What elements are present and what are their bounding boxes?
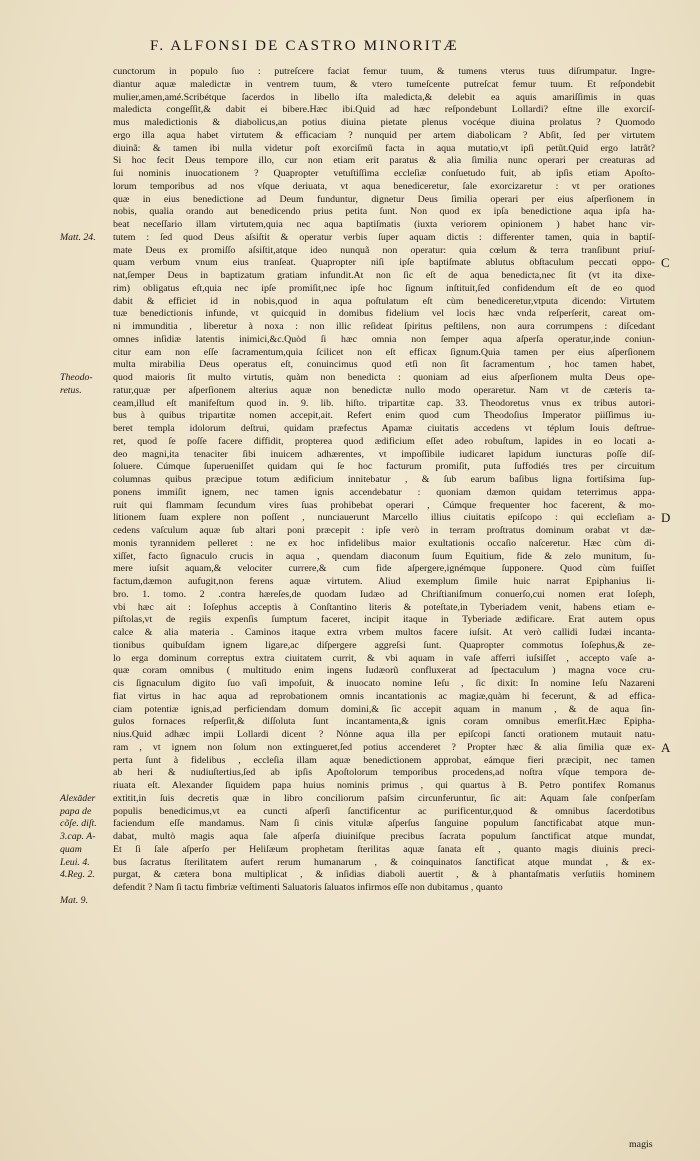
margin-note-line: papa de	[60, 805, 92, 817]
text-line: populis benedicimus,vt ea cuncti aſperſi ſanctificentur ac purificentur,quod & omnibus ſacerdotibus	[113, 805, 655, 817]
section-letter: C	[661, 255, 670, 271]
text-line: extitit,in ſuis decretis quæ in libro conciliorum paſsim circunferuntur, ſic ait: Aquam ſale conſperſam	[113, 792, 655, 804]
margin-note-line: quam	[60, 843, 82, 855]
margin-note-line: Alexāder	[60, 792, 96, 804]
text-line: bus à quibus tripartitæ nomen accepit,ait. Refert enim quod cum Theodoſius Imperator piiſſimus iu-	[113, 410, 655, 422]
text-line: quæ in eius benedictione ad Deum funduntur, dignetur Deus ſimilia operari per eius aſperſionem in	[113, 193, 655, 205]
text-line: ceam,illud eſt manifeſtum quod in. 9. lib. hiſto. tripartitæ cap. 33. Theodoretus vnus ex tribus autori-	[113, 397, 655, 409]
text-line: fiat virtus in hac aqua ad reprobationem omnis incantationis ac magiæ,quàm hi fecerunt, & ad effica-	[113, 690, 655, 702]
text-line: diantur aquæ maledictæ in ventrem tuum, & vtero tumeſcente putreſcat femur tuum. Et reſpondebit	[113, 78, 655, 90]
text-line: quam verbum vnum eius tranſeat. Quapropter niſi ipſe baptiſmate ablutus obſtaculum peccati oppo-	[113, 257, 655, 269]
text-line: ponens immiſit ignem, nec tamen ignis accendebatur : quoniam dæmon quidam teterrimus appa-	[113, 486, 655, 498]
text-line: citur eam non eſſe ſacramentum,quia ſcilicet non eſt efficax ſignum.Quia tamen per eius aſperſionem	[113, 346, 655, 358]
text-line: faciendum eſſe mandamus. Nam ſi cinis vitulæ aſperſus ſanguine populum ſanctificabat atque mun-	[113, 818, 655, 830]
text-line: Et ſi ſale aſperſo per Heliſæum prophetam ſterilitas aquæ ſanata eſt , quanto magis diuinis preci-	[113, 843, 655, 855]
text-line: ab heri & nudiuſtertius,ſed ab ipſis Apoſtolorum temporibus procedens,ad noſtra vſque tempora de-	[113, 767, 655, 779]
text-line: mulier,amen,amé.Scribétque ſacerdos in libello iſta maledicta,& delebit ea aquis amariſſimis in quas	[113, 91, 655, 103]
text-line: bus ſacratus ſterilitatem aufert rerum humanarum , & coinquinatos ſanctificat atque mundat , & ex-	[113, 856, 655, 868]
margin-note	[60, 793, 114, 857]
section-letter: A	[661, 739, 671, 755]
text-line: calce & alia materia . Caminos itaque extra vrbem multos facere iuſsit. At verò callidi Iudæi incanta-	[113, 627, 655, 638]
text-line: gulos fornaces reſperſit,& diſſoluta ſunt incantamenta,& ignis coram omnibus emerſit.Hæc Epipha-	[113, 716, 655, 728]
text-line: mere iuſsit aquam,& velociter currere,& cum fide aſpergere,ignémque ſupponere. Quod cùm fuiſſet	[113, 563, 655, 575]
text-line: lorum temporibus ad nos vſque deriuata, vt aqua benediceretur, ſale exorcizaretur : vt per orationes	[113, 180, 655, 192]
margin-note-line: Mat. 9.	[60, 894, 89, 906]
text-line: xiſſet, facto ſignaculo crucis in aqua , quendam diaconum ſuum Equitium, fide & zelo munitum, ſu-	[113, 550, 655, 562]
text-line: bro. 1. tomo. 2 .contra hæreſes,de quodam Iudæo ad Chriſtianiſmum conuerſo,cui nomen erat Ioſeph,	[113, 588, 655, 600]
text-line: factum,dæmon aufugit,non ferens aquæ virtutem. Aliud exemplum ſimile huic narrat Epiphanius li-	[113, 576, 655, 587]
margin-note	[60, 232, 114, 245]
margin-note-line: 3.cap. A-	[60, 831, 96, 842]
running-head: F. ALFONSI DE CASTRO MINORITÆ	[150, 38, 459, 54]
text-line: cis ſignaculum digito ſuo vaſi impoſuit, & inuocato nomine Ieſu , ſic dixit: In nomine Ieſu Nazareni	[113, 678, 655, 689]
text-line: deo magni,ita tenaciter ſibi inuicem adhærentes, vt impoſſibile iudicaret lapidum iuncturas poſſe diſ-	[113, 448, 655, 460]
text-line: dabit & efficiet id in nobis,quod in aqua poſtulatum eſt cùm benediceretur,vtputa dicendo: Virtutem	[113, 295, 655, 307]
body-text	[113, 66, 655, 895]
text-line: quod maioris ſit multo virtutis, quàm non benedicta : quoniam ad eius aſperſionem multa Deus ope-	[113, 372, 655, 383]
text-line: nobis, qualia orando aut benedicendo prius petita ſunt. Non quod ex ipſa benedictione aqua ipſa ha-	[113, 206, 655, 218]
text-line: ſui nominis inuocationem ? Quapropter vetuſtiſſima eccleſiæ conſuetudo fuit, ab ipſis etiam Apoſto-	[113, 168, 655, 179]
text-line: perta ſunt à fidelibus , eccleſia illam aquæ benedictionem approbat, eámque fieri præcipit, nec tamen	[113, 754, 655, 766]
text-line: maledicta congeſſit,& dabit ei bibere.Hæc ibi.Quid ad hæc reſpondebunt Lollardi? eſtne ille exorciſ-	[113, 104, 655, 116]
text-line: ruit qui flammam ſecundum vires ſuas prohibebat operari , Cúmque frequenter hoc facerent, & mo-	[113, 499, 655, 511]
margin-note	[60, 857, 114, 870]
text-line: cunctorum in populo ſuo : putreſcere faciat femur tuum, & tumens vterus tuus diſrumpatur. Ingre-	[113, 66, 655, 77]
margin-note-line: Theodo-	[60, 372, 93, 383]
text-line: mus maledictionis & diabolicus,an potius diuina pietate plenus vocéque diuina prolatus ? Quomodo	[113, 117, 655, 128]
text-line: nat,ſemper Deus in baptizatum gratiam infundit.At non ſic eſt de aqua benedicta,nec ſit (vt ita dixe-	[113, 270, 655, 281]
text-line: ret, quod ſe poſſe facere diffidit, propterea quod ædificium eſſet adeo robuſtum, lapides in eo locati a-	[113, 435, 655, 447]
text-line: ſoluere. Cúmque ſuperueniſſet quidam qui ſe hoc facturum promiſit, puta ſuffodiés tres per circuitum	[113, 461, 655, 473]
text-line: piſtolas,vt de regiis expenſis ſumptum faceret, incipit itaque in Tyberiade ædificare. Erat autem opus	[113, 614, 655, 626]
text-line: tutem : ſed quod Deus aſsiſtit & operatur verbis ſuper aquam dictis : differenter tamen, quia in baptiſ-	[113, 231, 655, 243]
text-line: purgat, & cætera bona multiplicat , & inſidias diaboli auertit , & à phantaſmatis verſutiis hominem	[113, 869, 655, 881]
margin-note	[60, 895, 114, 908]
text-line: ergo illa aqua habet virtutem & efficaciam ? nunquid per artem diabolicam ? Abſit, ſed per virtutem	[113, 129, 655, 141]
text-line: multa mirabilia Deus operatus eſt, conuincimus quod etſi non ſit ſacramentum , hoc tamen habet,	[113, 359, 655, 371]
text-line: cedens vaſculum aquæ ſub altari poni præcepit : ipſe verò in terram proſtratus dominum orabat vt dæ-	[113, 525, 655, 536]
text-line: dabat, multò magis aqua ſale aſperſa diuiniſque precibus ſacrata populum ſanctificat atque mundat,	[113, 831, 655, 842]
text-line: mate Deus ex promiſſo aſsiſtit,atque ideo nunquã non operatur: quia cœlum & terra tranſibunt priuſ-	[113, 244, 655, 256]
margin-note-line: Leui. 4.	[60, 856, 90, 868]
text-line: columnas quibus præcipue totum ædificium innitebatur , & ſub earum baſibus ligna fortiſsima ſup-	[113, 474, 655, 485]
text-line: Si hoc fecit Deus tempore illo, cur non etiam erit paratus & alia ſimilia nunc operari per creaturas ad	[113, 155, 655, 167]
text-line: beat neceſſario illam virtutem,quia nec aqua baptiſmatis (iuxta veriorem opinionem ) habet hanc vir-	[113, 219, 655, 230]
text-line: nius.Quid adhæc impii Lollardi dicent ? Nónne aqua illa per epiſcopi ſancti orationem mutauit natu-	[113, 729, 655, 740]
text-line: quæ coram omnibus ( multitudo enim ingens Iudæorũ confluxerat ad ſpectaculum ) magna voce cru-	[113, 665, 655, 677]
text-line: lo erga dominum correptus extra ciuitatem currit, & vbi aquam in vaſe afferri iuſsiſſet , accepto vaſe a-	[113, 652, 655, 664]
text-line: tuæ benedictionis infunde, vt quicquid in domibus fidelium vel locis hæc vnda reſperſerit, careat om-	[113, 308, 655, 320]
margin-note-line: Matt. 24.	[60, 231, 96, 243]
catchword: magis	[629, 1139, 653, 1150]
text-line: tionibus quibuſdam ignem ligare,ac diſpergere aggreſsi ſunt. Quapropter commotus Ioſephus,& ze-	[113, 639, 655, 651]
section-letter: D	[661, 510, 671, 526]
text-line: litionem ſuam explere non poſſent , nunciauerunt Marcello illius ciuitatis epiſcopo : qui eccleſiam a-	[113, 512, 655, 524]
text-line: diuinã: & tamen ibi nulla videtur poſt exorciſmũ facta in aqua mutatio,vt ipſi petũt.Quid ergo latrãt?	[113, 142, 655, 154]
text-line: ratur,quæ per aſperſionem alterius aquæ non benedictæ nullo modo operaretur. Nam vt de cæteris ta-	[113, 384, 655, 396]
margin-note-line: 4.Reg. 2.	[60, 869, 95, 881]
margin-note	[60, 372, 114, 398]
text-line: ciam potentiæ ignis,ad perficiendam domum domini,& ſic accepit aquam in manum , & de aqua ſin-	[113, 703, 655, 715]
text-line: riuata eſt. Alexander ſiquidem papa huius nominis primus , qui quartus à B. Petro pontifex Romanus	[113, 780, 655, 791]
text-line: ni immunditia , liberetur à noxa : non illic reſideat ſpiritus peſtilens, non aura corrumpens : diſcedant	[113, 321, 655, 332]
text-line: rim) obligatus eſt,quia nec ipſe promiſit,nec ipſe hoc ſignum inſtituit,ſed confidendum eſt de eo quod	[113, 282, 655, 294]
margin-note-line: cõſe. diſt.	[60, 818, 97, 830]
text-line: beret templa idolorum deſtrui, quidam præfectus Apamæ ciuitatis accedens vt téplum Iouis deſtrue-	[113, 423, 655, 434]
margin-note	[60, 869, 114, 882]
text-line: vbi hæc ait : Ioſephus acceptis à Conſtantino literis & poteſtate,in Tyberiadem venit, habens etiam e-	[113, 601, 655, 613]
text-line: ram , vt ignem non ſolum non extingueret,ſed potius accenderet ? Propter hæc & alia ſimilia quæ ex-	[113, 741, 655, 753]
margin-note-line: retus.	[60, 384, 82, 396]
text-line: defendit ? Nam ſi tactu fimbriæ veſtimenti Saluatoris ſaluatos infirmos eſſe non dubitamus , quanto	[113, 882, 503, 893]
text-line: omnes inſidiæ latentis inimici,&c.Quòd ſi hæc omnia non ſemper aqua aſperſa operatur,inde coniun-	[113, 333, 655, 345]
text-line: monis tyrannidem pelleret : ne ex hoc infidelibus maior exultationis occaſio naſceretur. Hæc cùm di-	[113, 537, 655, 549]
